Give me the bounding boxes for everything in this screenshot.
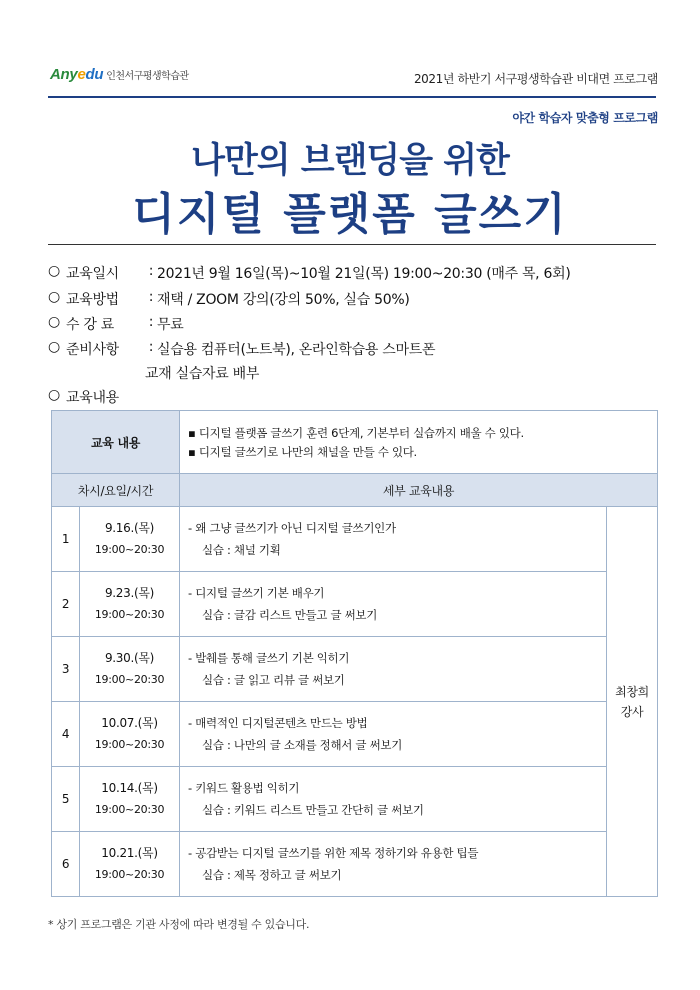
session-practice: 실습 : 키워드 리스트 만들고 간단히 글 써보기 [202,803,424,817]
logo-subtitle: 인천서구평생학습관 [106,71,189,82]
session-date [80,637,180,702]
info-colon: : [148,339,154,355]
session-day: 9.30.(목) [104,651,155,665]
title-line-2: 디지털 플랫폼 글쓰기 [132,189,568,240]
summary-label: 교육 내용 [52,411,180,474]
info-fee [48,314,183,334]
session-date [80,832,180,897]
info-content [48,387,119,407]
session-content [180,832,607,897]
circle-bullet-icon: ○ [48,339,60,355]
session-date [80,767,180,832]
program-line: 2021년 하반기 서구평생학습관 비대면 프로그램 [413,72,658,86]
info-label: 교육내용 [66,390,119,406]
table-row [52,572,658,637]
session-date [80,702,180,767]
session-date [80,507,180,572]
info-value: 재택 / ZOOM 강의(강의 50%, 실습 50%) [157,292,410,308]
footnote: * 상기 프로그램은 기관 사정에 따라 변경될 수 있습니다. [48,918,310,931]
instructor-cell [607,507,658,897]
session-number: 6 [52,832,80,897]
session-day: 10.07.(목) [101,716,158,730]
info-colon: : [148,263,154,279]
info-label: 교육방법 [66,292,119,308]
session-number: 3 [52,637,80,702]
session-content [180,637,607,702]
session-number: 4 [52,702,80,767]
info-value: 교재 실습자료 배부 [145,366,260,382]
program-subtitle: 야간 학습자 맞춤형 프로그램 [512,111,658,125]
session-practice: 실습 : 채널 기획 [202,543,281,557]
circle-bullet-icon: ○ [48,263,60,279]
session-time: 19:00~20:30 [94,673,165,686]
session-content [180,767,607,832]
table-row [52,767,658,832]
session-number: 5 [52,767,80,832]
session-day: 10.21.(목) [101,846,158,860]
session-day: 9.16.(목) [104,521,155,535]
info-method [48,289,410,309]
session-topic: - 키워드 활용법 익히기 [188,781,300,795]
info-label: 준비사항 [66,342,119,358]
header-row [52,474,658,507]
logo-wordmark: Anyedu [50,66,104,83]
circle-bullet-icon: ○ [48,289,60,305]
instructor-title: 강사 [620,704,644,719]
summary-text [180,411,658,474]
title-divider [48,244,656,245]
info-value: 2021년 9월 16일(목)~10월 21일(목) 19:00~20:30 (매주 목, 6회) [157,266,571,282]
info-value: 무료 [157,317,184,333]
session-content [180,507,607,572]
summary-row [52,411,658,474]
title-line-1: 나만의 브랜딩을 위한 [191,141,509,181]
session-topic: - 매력적인 디지털콘텐츠 만드는 방법 [188,716,368,730]
session-topic: - 공감받는 디지털 글쓰기를 위한 제목 정하기와 유용한 팁들 [188,846,479,860]
circle-bullet-icon: ○ [48,314,60,330]
anyedu-logo [50,66,189,83]
info-prep [48,339,435,359]
table-row [52,507,658,572]
session-day: 9.23.(목) [104,586,155,600]
session-time: 19:00~20:30 [94,803,165,816]
session-time: 19:00~20:30 [94,738,165,751]
session-content [180,702,607,767]
info-label: 교육일시 [66,266,119,282]
header-divider [48,96,656,98]
table-row [52,832,658,897]
session-day: 10.14.(목) [101,781,158,795]
info-colon: : [148,314,154,330]
session-topic: - 발췌를 통해 글쓰기 기본 익히기 [188,651,350,665]
session-date [80,572,180,637]
session-time: 19:00~20:30 [94,608,165,621]
info-prep-continued [145,363,259,383]
session-number: 2 [52,572,80,637]
session-number: 1 [52,507,80,572]
session-time: 19:00~20:30 [94,543,165,556]
session-topic: - 왜 그냥 글쓰기가 아닌 디지털 글쓰기인가 [188,521,396,535]
summary-item: ▪ 디지털 글쓰기로 나만의 채널을 만들 수 있다. [188,444,417,459]
session-practice: 실습 : 글감 리스트 만들고 글 써보기 [202,608,378,622]
instructor-name: 최창희 [615,684,649,699]
session-practice: 실습 : 나만의 글 소재를 정해서 글 써보기 [202,738,403,752]
info-value: 실습용 컴퓨터(노트북), 온라인학습용 스마트폰 [157,342,436,358]
col-header-session: 차시/요일/시간 [52,474,180,507]
session-practice: 실습 : 글 읽고 리뷰 글 써보기 [202,673,345,687]
session-time: 19:00~20:30 [94,868,165,881]
session-practice: 실습 : 제목 정하고 글 써보기 [202,868,342,882]
session-topic: - 디지털 글쓰기 기본 배우기 [188,586,325,600]
table-row [52,702,658,767]
info-colon: : [148,289,154,305]
table-row [52,637,658,702]
summary-item: ▪ 디지털 플랫폼 글쓰기 훈련 6단계, 기본부터 실습까지 배울 수 있다. [188,425,524,440]
info-date [48,263,570,283]
col-header-detail: 세부 교육내용 [180,474,658,507]
info-label: 수 강 료 [66,317,114,333]
schedule-table [51,410,658,897]
circle-bullet-icon: ○ [48,387,60,403]
session-content [180,572,607,637]
